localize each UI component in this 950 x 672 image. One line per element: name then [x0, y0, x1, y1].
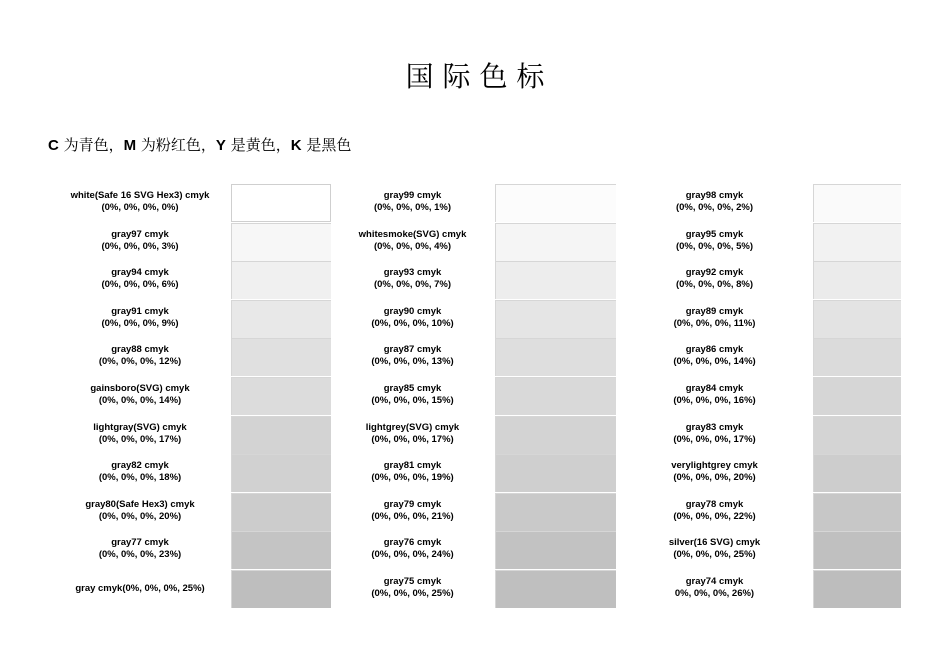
swatch-name: gray91 cmyk: [111, 306, 169, 317]
swatch-name: white(Safe 16 SVG Hex3) cmyk: [70, 190, 210, 201]
swatch-name: whitesmoke(SVG) cmyk: [358, 229, 467, 240]
swatch-name: gray74 cmyk: [685, 576, 744, 587]
swatch-cmyk-value: (0%, 0%, 0%, 17%): [98, 434, 182, 445]
swatch-name: gray92 cmyk: [685, 267, 744, 278]
swatch-label: [330, 493, 495, 531]
color-swatch: [813, 377, 901, 415]
color-swatch: [231, 493, 331, 531]
swatch-cmyk-value: (0%, 0%, 0%, 20%): [673, 472, 756, 483]
swatch-name: gray83 cmyk: [685, 422, 744, 433]
swatch-name: lightgray(SVG) cmyk: [93, 422, 187, 433]
swatch-name: gainsboro(SVG) cmyk: [90, 383, 190, 394]
color-swatch: [495, 454, 616, 492]
swatch-label: [330, 416, 495, 454]
color-swatch: [495, 300, 616, 338]
swatch-label: [616, 570, 813, 608]
color-swatch: [495, 531, 616, 569]
swatch-cmyk-value: (0%, 0%, 0%, 7%): [373, 279, 452, 290]
color-swatch: [813, 493, 901, 531]
swatch-name: gray79 cmyk: [383, 499, 442, 510]
color-swatch: [813, 416, 901, 454]
swatch-label: [330, 223, 495, 261]
swatch-label: [50, 454, 230, 492]
swatch-name: gray88 cmyk: [111, 344, 169, 355]
swatch-cmyk-value: (0%, 0%, 0%, 2%): [675, 202, 754, 213]
color-swatch: [495, 570, 616, 608]
swatch-name: gray76 cmyk: [383, 537, 442, 548]
swatch-name: gray94 cmyk: [111, 267, 169, 278]
swatch-cmyk-value: (0%, 0%, 0%, 16%): [673, 395, 756, 406]
swatch-label: [330, 531, 495, 569]
swatch-label: [50, 416, 230, 454]
color-swatch: [495, 261, 616, 299]
swatch-label: gray cmyk(0%, 0%, 0%, 25%): [75, 583, 205, 594]
swatch-cmyk-value: (0%, 0%, 0%, 20%): [98, 511, 182, 522]
color-swatch-table: [0, 184, 950, 609]
swatch-cmyk-value: (0%, 0%, 0%, 21%): [371, 511, 454, 522]
color-swatch: [231, 223, 331, 261]
color-swatch: [813, 261, 901, 299]
swatch-label: [616, 493, 813, 531]
swatch-name: gray90 cmyk: [383, 306, 442, 317]
swatch-name: gray95 cmyk: [685, 229, 744, 240]
swatch-label: [50, 377, 230, 415]
swatch-cmyk-value: (0%, 0%, 0%, 14%): [673, 356, 756, 367]
swatch-cmyk-value: (0%, 0%, 0%, 19%): [371, 472, 454, 483]
swatch-label: [50, 261, 230, 299]
swatch-name: silver(16 SVG) cmyk: [668, 537, 761, 548]
swatch-label: [616, 416, 813, 454]
legend-c-letter: C: [48, 137, 59, 154]
swatch-cmyk-value: (0%, 0%, 0%, 22%): [673, 511, 756, 522]
swatch-name: gray87 cmyk: [383, 344, 442, 355]
legend-c-text: 为青色，: [58, 136, 124, 154]
color-swatch: [495, 377, 616, 415]
swatch-cmyk-value: (0%, 0%, 0%, 23%): [98, 549, 182, 560]
swatch-name: gray75 cmyk: [383, 576, 442, 587]
color-swatch: [813, 223, 901, 261]
swatch-cmyk-value: (0%, 0%, 0%, 24%): [371, 549, 454, 560]
swatch-label: [616, 531, 813, 569]
swatch-name: gray97 cmyk: [111, 229, 169, 240]
legend-k-text: 是黑色: [301, 136, 352, 154]
color-swatch: [813, 338, 901, 376]
color-swatch: [495, 338, 616, 376]
color-swatch: [231, 300, 331, 338]
swatch-name: gray85 cmyk: [383, 383, 442, 394]
legend-k-letter: K: [290, 137, 302, 154]
color-swatch: [231, 531, 331, 569]
swatch-name: gray77 cmyk: [111, 537, 169, 548]
swatch-cmyk-value: (0%, 0%, 0%, 5%): [675, 241, 754, 252]
swatch-label: [50, 493, 230, 531]
legend-m-letter: M: [123, 137, 137, 154]
color-swatch: [813, 184, 901, 222]
color-swatch: [495, 416, 616, 454]
color-swatch: [231, 454, 331, 492]
swatch-name: gray89 cmyk: [685, 306, 744, 317]
swatch-cmyk-value: (0%, 0%, 0%, 25%): [673, 549, 756, 560]
color-swatch: [231, 570, 331, 608]
swatch-cmyk-value: (0%, 0%, 0%, 18%): [98, 472, 182, 483]
swatch-label: [50, 223, 230, 261]
swatch-label: [330, 570, 495, 608]
swatch-cmyk-value: (0%, 0%, 0%, 17%): [673, 434, 756, 445]
swatch-name: gray86 cmyk: [685, 344, 744, 355]
swatch-cmyk-value: (0%, 0%, 0%, 0%): [101, 202, 179, 213]
swatch-name: gray98 cmyk: [685, 190, 744, 201]
swatch-label: [616, 454, 813, 492]
swatch-cmyk-value: (0%, 0%, 0%, 9%): [101, 318, 179, 329]
swatch-cmyk-value: (0%, 0%, 0%, 10%): [371, 318, 454, 329]
swatch-label: [616, 261, 813, 299]
swatch-cmyk-value: (0%, 0%, 0%, 17%): [371, 434, 454, 445]
swatch-cmyk-value: (0%, 0%, 0%, 8%): [675, 279, 754, 290]
color-swatch: [495, 184, 616, 222]
swatch-cmyk-value: (0%, 0%, 0%, 4%): [373, 241, 452, 252]
swatch-cmyk-value: (0%, 0%, 0%, 11%): [673, 318, 756, 329]
legend-m-text: 为粉红色，: [136, 136, 216, 154]
color-swatch: [231, 416, 331, 454]
swatch-label: [330, 184, 495, 222]
swatch-cmyk-value: 0%, 0%, 0%, 26%): [674, 588, 755, 599]
color-swatch: [231, 261, 331, 299]
legend-y-letter: Y: [215, 137, 226, 154]
swatch-label: [50, 338, 230, 376]
color-swatch: [495, 493, 616, 531]
swatch-label: [616, 377, 813, 415]
swatch-label: [330, 261, 495, 299]
swatch-name: verylightgrey cmyk: [671, 460, 758, 471]
swatch-label: [50, 184, 230, 222]
swatch-name: gray78 cmyk: [685, 499, 744, 510]
swatch-cmyk-value: (0%, 0%, 0%, 6%): [101, 279, 179, 290]
swatch-cmyk-value: (0%, 0%, 0%, 12%): [98, 356, 182, 367]
swatch-label: [330, 300, 495, 338]
swatch-label: [330, 377, 495, 415]
swatch-cmyk-value: (0%, 0%, 0%, 25%): [371, 588, 454, 599]
cmyk-legend: [48, 136, 351, 155]
color-swatch: [813, 300, 901, 338]
swatch-cmyk-value: (0%, 0%, 0%, 1%): [373, 202, 452, 213]
swatch-label: [50, 300, 230, 338]
color-swatch: [813, 454, 901, 492]
swatch-cmyk-value: (0%, 0%, 0%, 14%): [98, 395, 182, 406]
swatch-name: lightgrey(SVG) cmyk: [365, 422, 460, 433]
swatch-name: gray99 cmyk: [383, 190, 442, 201]
swatch-name: gray84 cmyk: [685, 383, 744, 394]
swatch-cmyk-value: (0%, 0%, 0%, 13%): [371, 356, 454, 367]
color-swatch: [231, 338, 331, 376]
swatch-name: gray82 cmyk: [111, 460, 169, 471]
color-swatch: [231, 184, 331, 222]
swatch-label: [330, 454, 495, 492]
swatch-name: gray93 cmyk: [383, 267, 442, 278]
swatch-name: gray80(Safe Hex3) cmyk: [85, 499, 195, 510]
color-swatch: [231, 377, 331, 415]
swatch-label: [616, 300, 813, 338]
page-title: 国 际 色 标: [405, 60, 545, 93]
swatch-label: [50, 531, 230, 569]
swatch-label: [616, 338, 813, 376]
swatch-cmyk-value: (0%, 0%, 0%, 15%): [371, 395, 454, 406]
swatch-cmyk-value: (0%, 0%, 0%, 3%): [101, 241, 179, 252]
swatch-label: [616, 184, 813, 222]
color-swatch: [495, 223, 616, 261]
legend-y-text: 是黄色，: [225, 136, 291, 154]
color-swatch: [813, 570, 901, 608]
color-swatch: [813, 531, 901, 569]
swatch-label: [616, 223, 813, 261]
swatch-name: gray81 cmyk: [383, 460, 442, 471]
swatch-label: [330, 338, 495, 376]
